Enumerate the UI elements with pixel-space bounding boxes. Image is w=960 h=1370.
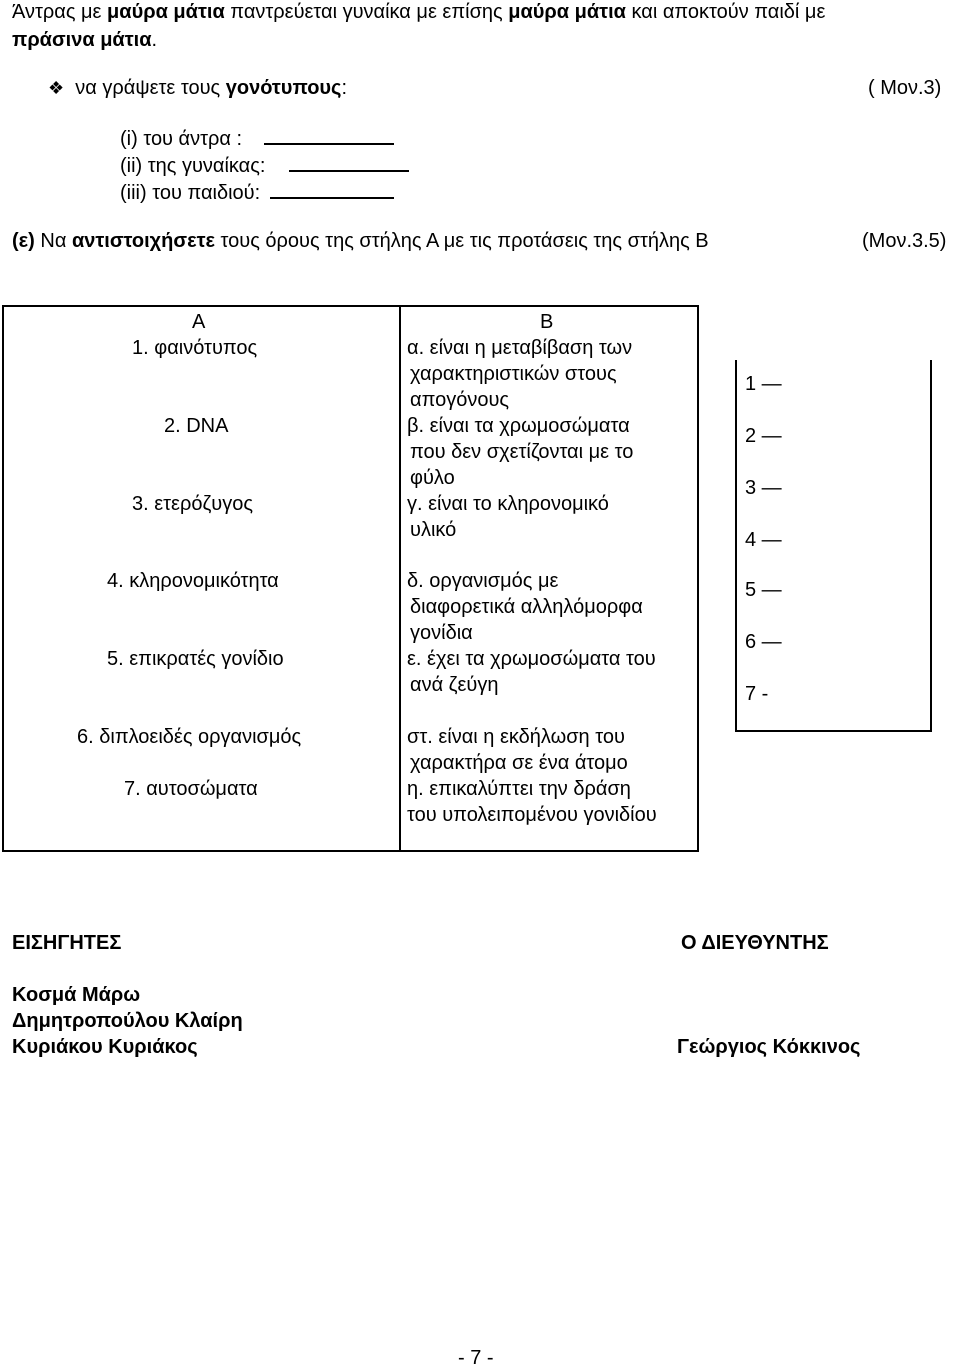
column-divider <box>399 307 401 850</box>
answer-slot-5[interactable]: 5 — <box>745 579 782 601</box>
rapporteur-name-1: Κοσμά Μάρω <box>12 984 141 1006</box>
genotype-task-marks: ( Μον.3) <box>868 77 942 99</box>
term-5: 5. επικρατές γονίδιο <box>107 648 284 670</box>
page-number: - 7 - <box>458 1347 494 1369</box>
genotype-task: ❖ να γράψετε τους γονότυπους: <box>48 77 348 99</box>
term-4: 4. κληρονομικότητα <box>107 570 279 592</box>
intro-line-2: πράσινα μάτια. <box>12 29 158 51</box>
answer-slot-2[interactable]: 2 — <box>745 425 782 447</box>
column-b-header: Β <box>540 311 554 333</box>
answer-blank[interactable] <box>264 127 394 145</box>
genotype-item-child: (iii) του παιδιού: <box>120 181 394 205</box>
definition-a: α. είναι η μεταβίβαση των χαρακτηριστικών στους απογόνους <box>407 337 633 411</box>
definition-c: γ. είναι το κληρονομικό υλικό <box>407 493 609 541</box>
director-name: Γεώργιος Κόκκινος <box>677 1036 861 1058</box>
answer-slot-4[interactable]: 4 — <box>745 529 782 551</box>
definition-st: στ. είναι η εκδήλωση του χαρακτήρα σε ένα άτομο <box>407 726 628 774</box>
answer-slot-3[interactable]: 3 — <box>745 477 782 499</box>
matching-task: (ε) Να αντιστοιχήσετε τους όρους της στήλης Α με τις προτάσεις της στήλης Β <box>12 230 709 252</box>
term-1: 1. φαινότυπος <box>132 337 258 359</box>
definition-b: β. είναι τα χρωμοσώματα που δεν σχετίζονται με το φύλο <box>407 415 634 489</box>
answer-blank[interactable] <box>270 181 394 199</box>
term-6: 6. διπλοειδές οργανισμός <box>77 726 302 748</box>
director-title: Ο ΔΙΕΥΘΥΝΤΗΣ <box>681 932 829 954</box>
answer-slot-6[interactable]: 6 — <box>745 631 782 653</box>
matching-table <box>2 305 699 852</box>
answer-blank[interactable] <box>289 154 409 172</box>
answer-box <box>735 360 932 732</box>
answer-slot-1[interactable]: 1 — <box>745 373 782 395</box>
answer-slot-7[interactable]: 7 - <box>745 683 769 705</box>
term-3: 3. ετερόζυγος <box>132 493 253 515</box>
definition-e: ε. έχει τα χρωμοσώματα του ανά ζεύγη <box>407 648 656 696</box>
term-7: 7. αυτοσώματα <box>124 778 258 800</box>
column-a-header: Α <box>192 311 206 333</box>
genotype-item-mother: (ii) της γυναίκας: <box>120 154 409 178</box>
term-2: 2. DNA <box>164 415 229 437</box>
rapporteurs-title: ΕΙΣΗΓΗΤΕΣ <box>12 932 122 954</box>
diamond-bullet-icon: ❖ <box>48 78 65 98</box>
rapporteur-name-3: Κυριάκου Κυριάκος <box>12 1036 198 1058</box>
rapporteur-name-2: Δημητροπούλου Κλαίρη <box>12 1010 243 1032</box>
genotype-item-father: (i) του άντρα : <box>120 127 394 151</box>
intro-line-1: Άντρας με μαύρα μάτια παντρεύεται γυναίκα με επίσης μαύρα μάτια και αποκτούν παιδί με <box>12 1 826 23</box>
matching-task-marks: (Μον.3.5) <box>862 230 947 252</box>
definition-d: δ. οργανισμός με διαφορετικά αλληλόμορφα γονίδια <box>407 570 643 644</box>
definition-h: η. επικαλύπτει την δράση του υπολειπομένου γονιδίου <box>407 778 657 826</box>
